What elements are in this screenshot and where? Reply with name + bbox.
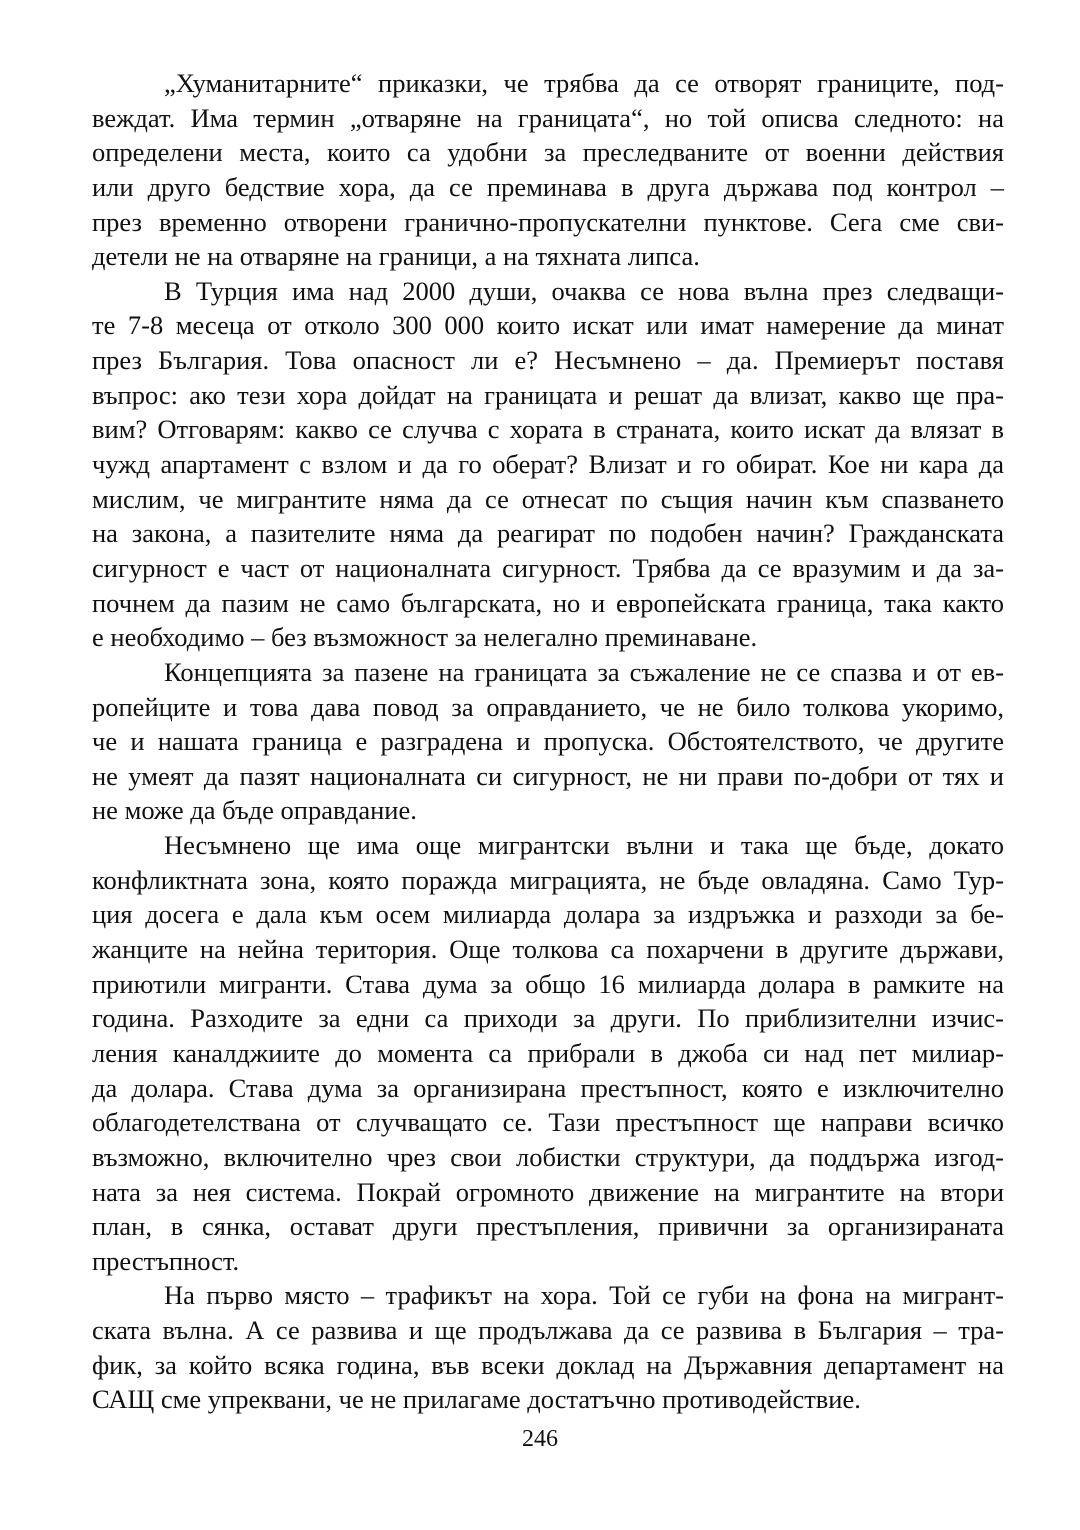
- text-line: е необходимо – без възможност за нелегално преминаване.: [92, 622, 758, 653]
- text-line: фик, за който всяка година, във всеки доклад на Държавния департамент на: [92, 1349, 1004, 1380]
- text-line: почнем да пазим не само българската, но и европейската граница, така както: [92, 587, 1004, 618]
- text-line: ция досега е дала към осем милиарда долара за издръжка и разходи за бе-: [92, 899, 1004, 930]
- paragraph-3: [92, 655, 1004, 828]
- text-line: детели не на отваряне на граници, а на тяхната липса.: [92, 241, 700, 272]
- text-line: сигурност е част от националната сигурност. Трябва да се вразумим и да за-: [92, 552, 1004, 583]
- text-line: ления каналджиите до момента са прибрали в джоба си над пет милиар-: [92, 1037, 1004, 1068]
- text-line: те 7-8 месеца от отколо 300 000 които искат или имат намерение да минат: [92, 310, 1004, 341]
- text-line: приютили мигранти. Става дума за общо 16 милиарда долара в рамките на: [92, 968, 1004, 999]
- text-line: или друго бедствие хора, да се преминава в друга държава под контрол –: [92, 171, 1004, 202]
- text-line: чужд апартамент с взлом и да го оберат? Влизат и го обират. Кое ни кара да: [92, 449, 1004, 480]
- text-line: че и нашата граница е разградена и пропуска. Обстоятелството, че другите: [92, 726, 1004, 757]
- paragraph-5: [92, 1278, 1004, 1417]
- text-line: не умеят да пазят националната си сигурност, не ни прави по-добри от тях и: [92, 760, 1004, 791]
- text-line: вим? Отговарям: какво се случва с хората в страната, които искат да влязат в: [92, 414, 1004, 445]
- text-line: въпрос: ако тези хора дойдат на границата и решат да влизат, какво ще пра-: [92, 379, 1004, 410]
- text-line: ропейците и това дава повод за оправданието, че не било толкова укоримо,: [92, 691, 1004, 722]
- body-text: [92, 66, 1004, 1417]
- text-line: облагодетелствана от случващато се. Тази престъпност ще направи всичко: [92, 1107, 1004, 1138]
- paragraph-1: [92, 66, 1004, 274]
- text-line: Несъмнено ще има още мигрантски вълни и така ще бъде, докато: [164, 830, 1004, 861]
- text-line: през временно отворени гранично-пропускателни пунктове. Сега сме сви-: [92, 206, 1004, 237]
- text-line: възможно, включително чрез свои лобистки структури, да поддържа изгод-: [92, 1141, 1004, 1172]
- text-line: ската вълна. А се развива и ще продължава да се развива в България – тра-: [92, 1315, 1004, 1346]
- text-line: На първо място – трафикът на хора. Той се губи на фона на мигрант-: [164, 1280, 1004, 1311]
- text-line: мислим, че мигрантите няма да се отнесат по същия начин към спазването: [92, 483, 1004, 514]
- text-line: „Хуманитарните“ приказки, че трябва да се отворят границите, под-: [164, 68, 1004, 98]
- text-line: Концепцията за пазене на границата за съжаление не се спазва и от ев-: [164, 656, 1004, 687]
- text-line: определени места, които са удобни за преследваните от военни действия: [92, 137, 1004, 168]
- text-line: жанците на нейна територия. Още толкова са похарчени в другите държави,: [92, 934, 1004, 965]
- text-line: на закона, а пазителите няма да реагират по подобен начин? Гражданската: [92, 518, 1004, 549]
- text-line: през България. Това опасност ли е? Несъмнено – да. Премиерът поставя: [92, 345, 1004, 376]
- paragraph-4: [92, 828, 1004, 1278]
- text-line: не може да бъде оправдание.: [92, 795, 417, 826]
- text-line: САЩ сме упреквани, че не прилагаме достатъчно противодействие.: [92, 1384, 861, 1415]
- text-line: план, в сянка, остават други престъпления, привични за организираната: [92, 1211, 1004, 1242]
- page-number: 246: [522, 1426, 558, 1452]
- text-line: година. Разходите за едни са приходи за други. По приблизителни изчис-: [92, 1003, 1004, 1034]
- paragraph-2: [92, 274, 1004, 655]
- text-line: В Турция има над 2000 души, очаква се нова вълна през следващи-: [164, 275, 1004, 306]
- text-line: конфликтната зона, която поражда миграцията, не бъде овладяна. Само Тур-: [92, 864, 1004, 895]
- text-line: веждат. Има термин „отваряне на границата“, но той описва следното: на: [92, 102, 1004, 133]
- text-line: да долара. Става дума за организирана престъпност, която е изключително: [92, 1072, 1004, 1103]
- text-line: престъпност.: [92, 1245, 240, 1276]
- text-line: ната за нея система. Покрай огромното движение на мигрантите на втори: [92, 1176, 1004, 1207]
